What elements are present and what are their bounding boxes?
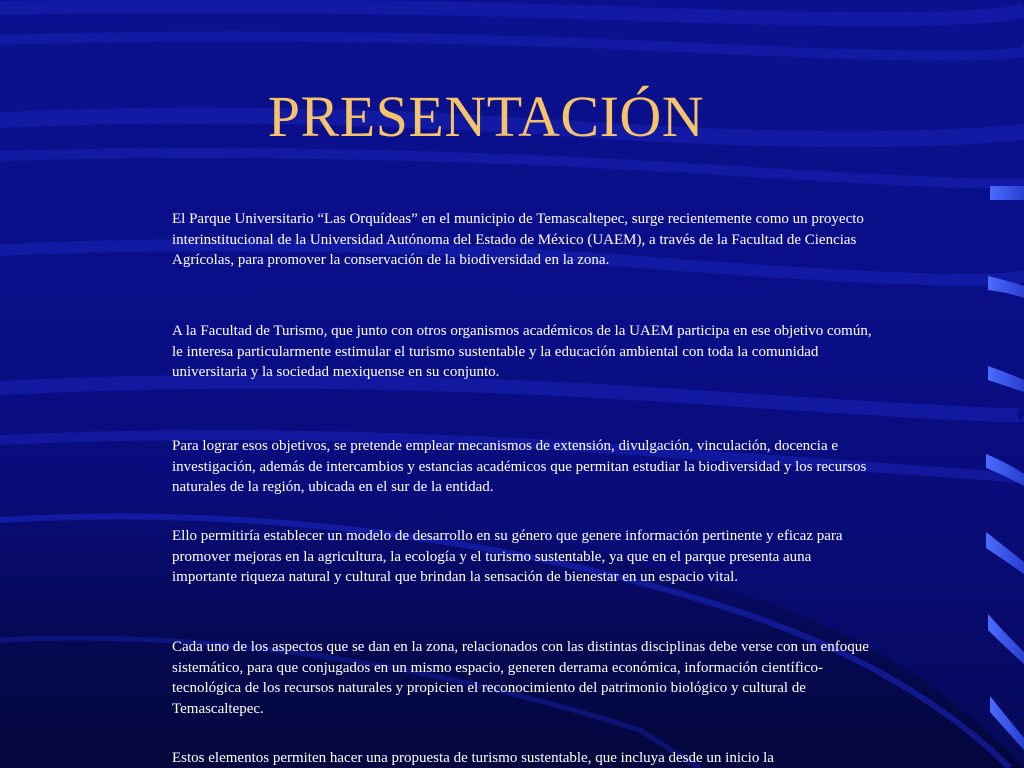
- right-edge-tabs: [986, 186, 1024, 750]
- paragraph-6: Estos elementos permiten hacer una propuesta de turismo sustentable, que incluya desde un inicio la: [172, 750, 774, 766]
- paragraph-2: A la Facultad de Turismo, que junto con otros organismos académicos de la UAEM participa en ese objetivo común, le interesa particularmente estimular el turismo sustentable y la educación ambiental con toda la comunidad universitaria y la sociedad mexiquense en su conjunto.: [172, 323, 872, 380]
- paragraph-1: El Parque Universitario “Las Orquídeas” en el municipio de Temascaltepec, surge recientemente como un proyecto interinstitucional de la Universidad Autónoma del Estado de México (UAEM), a través de la Facultad de Ciencias Agrícolas, para promover la conservación de la biodiversidad en la zona.: [172, 211, 864, 268]
- paragraph-5: Cada uno de los aspectos que se dan en la zona, relacionados con las distintas disciplinas debe verse con un enfoque sistemático, para que conjugados en un mismo espacio, generen derrama económica, información científico-tecnológica de los recursos naturales y propicien el reconocimiento del patrimonio biológico y cultural de Temascaltepec.: [172, 639, 869, 717]
- paragraph-3: Para lograr esos objetivos, se pretende emplear mecanismos de extensión, divulgación, vinculación, docencia e investigación, además de intercambios y estancias académicos que permitan estudiar la biodiversidad y los recursos naturales de la región, ubicada en el sur de la entidad.: [172, 438, 867, 495]
- paragraph-4: Ello permitiría establecer un modelo de desarrollo en su género que genere información pertinente y eficaz para promover mejoras en la agricultura, la ecología y el turismo sustentable, ya que en el parque presenta auna importante riqueza natural y cultural que brindan la sensación de bienestar en un espacio vital.: [172, 528, 843, 585]
- slide-title: PRESENTACIÓN: [267, 84, 705, 149]
